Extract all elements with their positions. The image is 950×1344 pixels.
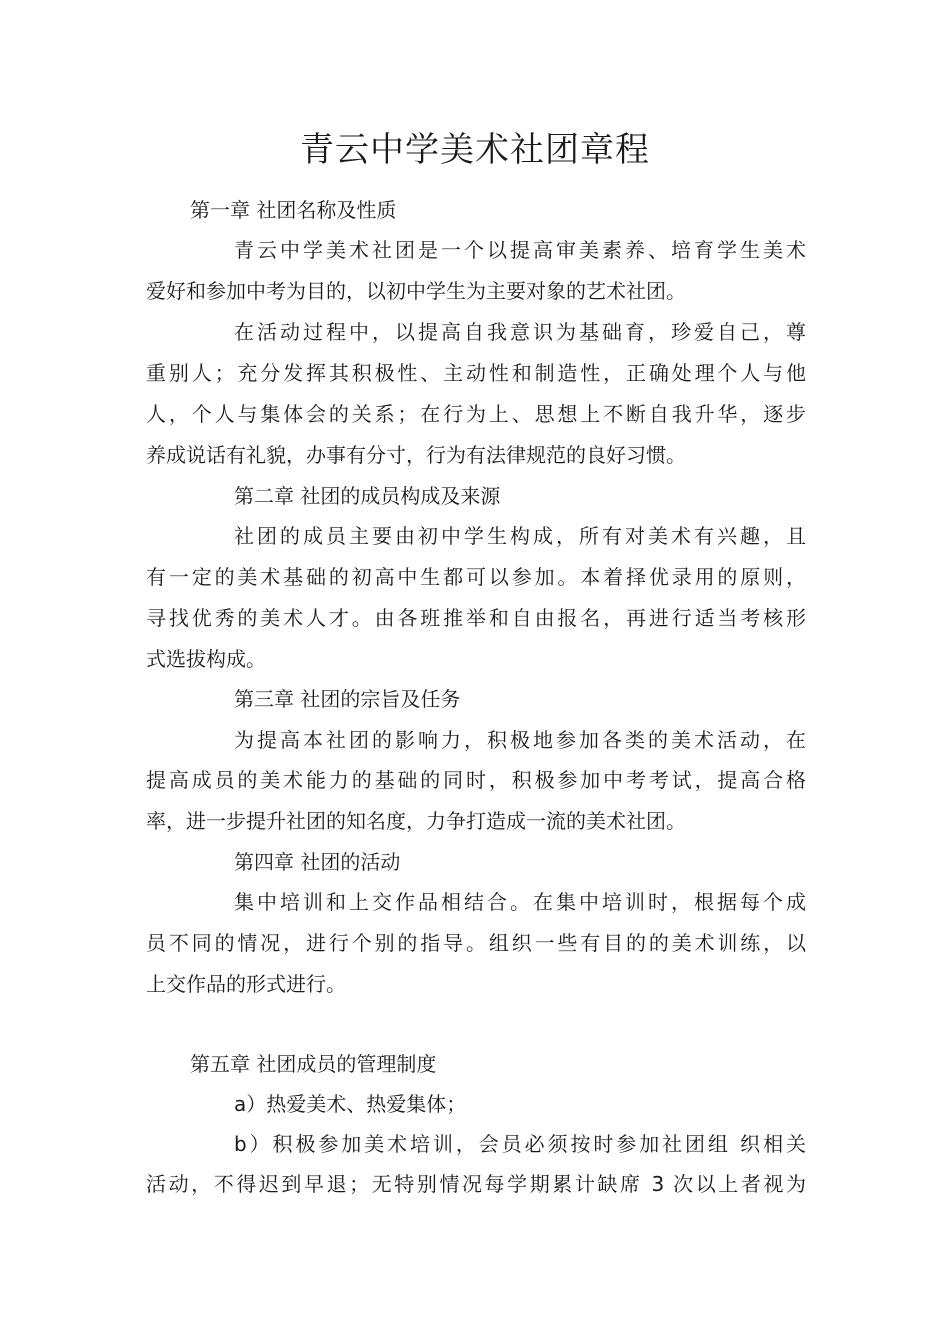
chapter-4-paragraph-line-1: 集中培训和上交作品相结合。在集中培训时，根据每个成 [234, 890, 806, 914]
chapter-1-paragraph-2-line-2: 重别人；充分发挥其积极性、主动性和制造性，正确处理个人与他 [146, 361, 806, 385]
chapter-3-paragraph-line-3: 率，进一步提升社团的知名度，力争打造成一流的美术社团。 [146, 809, 686, 833]
chapter-4-paragraph-line-2: 员不同的情况，进行个别的指导。组织一些有目的的美术训练，以 [146, 931, 806, 955]
chapter-5-item-b-line-1: b）积极参加美术培训，会员必须按时参加社团组 织相关 [234, 1132, 806, 1156]
chapter-3-heading: 第三章 社团的宗旨及任务 [234, 687, 461, 711]
chapter-4-heading: 第四章 社团的活动 [234, 850, 401, 874]
chapter-4-paragraph-line-3: 上交作品的形式进行。 [146, 972, 346, 996]
chapter-5-item-a: a）热爱美术、热爱集体； [234, 1092, 467, 1116]
chapter-3-paragraph-line-2: 提高成员的美术能力的基础的同时，积极参加中考考试，提高合格 [146, 768, 806, 792]
chapter-2-paragraph-line-4: 式选拔构成。 [146, 647, 266, 671]
chapter-1-paragraph-1-line-2: 爱好和参加中考为目的，以初中学生为主要对象的艺术社团。 [146, 279, 686, 303]
chapter-1-paragraph-2-line-1: 在活动过程中，以提高自我意识为基础育，珍爱自己，尊 [234, 320, 806, 344]
chapter-1-paragraph-2-line-3: 人，个人与集体会的关系；在行为上、思想上不断自我升华，逐步 [146, 402, 806, 426]
document-title: 青云中学美术社团章程 [300, 130, 650, 170]
chapter-2-heading: 第二章 社团的成员构成及来源 [234, 484, 501, 508]
chapter-1-heading: 第一章 社团名称及性质 [190, 198, 397, 222]
chapter-2-paragraph-line-3: 寻找优秀的美术人才。由各班推举和自由报名，再进行适当考核形 [146, 606, 806, 630]
chapter-5-item-b-line-2: 活动，不得迟到早退；无特别情况每学期累计缺席 3 次以上者视为 [146, 1172, 806, 1196]
chapter-1-paragraph-1-line-1: 青云中学美术社团是一个以提高审美素养、培育学生美术 [234, 238, 806, 262]
chapter-2-paragraph-line-2: 有一定的美术基础的初高中生都可以参加。本着择优录用的原则， [146, 565, 806, 589]
chapter-2-paragraph-line-1: 社团的成员主要由初中学生构成，所有对美术有兴趣，且 [234, 524, 806, 548]
chapter-1-paragraph-2-line-4: 养成说话有礼貌，办事有分寸，行为有法律规范的良好习惯。 [146, 443, 686, 467]
chapter-5-heading: 第五章 社团成员的管理制度 [190, 1052, 437, 1076]
chapter-3-paragraph-line-1: 为提高本社团的影响力，积极地参加各类的美术活动，在 [234, 728, 806, 752]
